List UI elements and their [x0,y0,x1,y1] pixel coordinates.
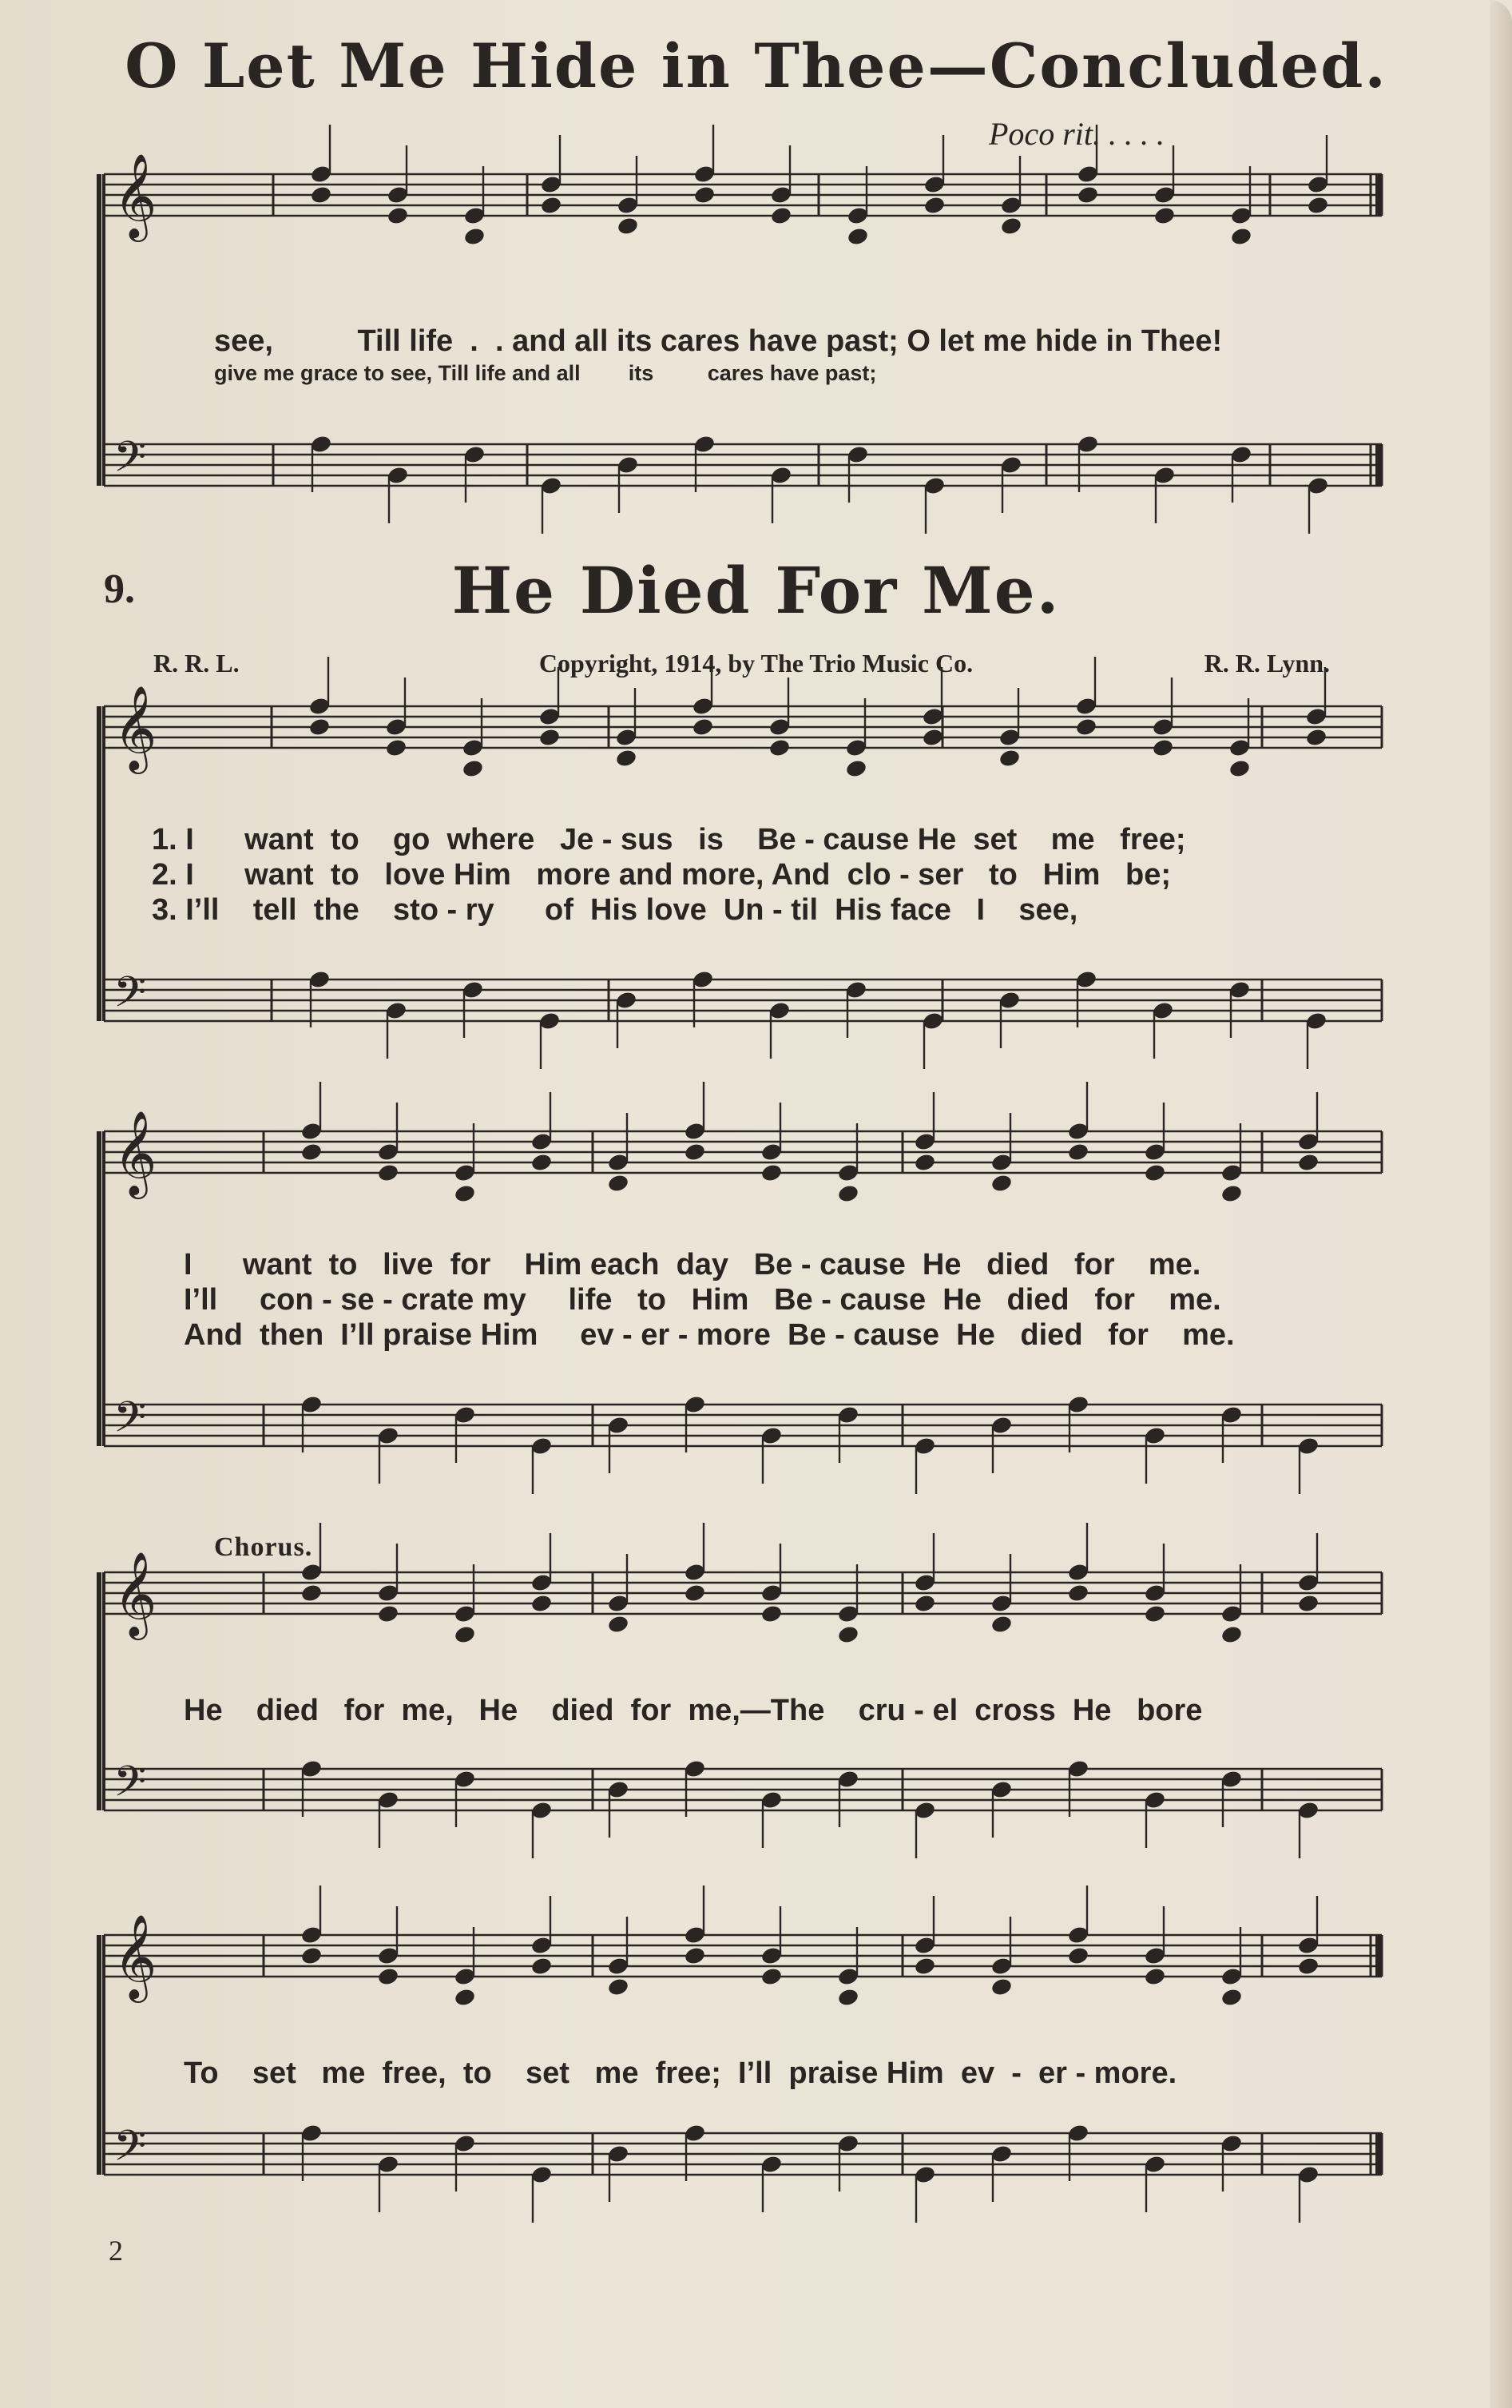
clef-icon: 𝄢 [113,2122,147,2181]
note-head [847,226,870,246]
page-number: 2 [109,2235,123,2267]
note-head [387,205,410,225]
note-head [768,737,792,757]
top-song-title: O Let Me Hide in Thee—Concluded. [125,30,1387,101]
note-head [845,758,868,778]
clef-icon: 𝄞 [113,1551,157,1636]
tempo-marking: Poco rit. . . . . [989,116,1165,152]
note-head [922,727,945,747]
top-lyric-line-2: give me grace to see, Till life and all its cares have past; [214,361,877,385]
note-head [607,1614,630,1634]
hymn-number: 9. [104,566,135,612]
verse-a-line-1: 1. I want to go where Je - sus is Be - cause He set me free; [152,823,1186,856]
clef-icon: 𝄢 [113,433,147,492]
chorus-label: Chorus. [214,1532,313,1562]
note-head [990,1614,1014,1634]
note-head [538,727,562,747]
note-head [530,1593,554,1613]
clef-icon: 𝄢 [113,968,147,1027]
note-head [454,1183,477,1203]
note-head [684,1142,707,1162]
note-head [1067,1142,1090,1162]
note-head [377,1603,400,1623]
clef-icon: 𝄞 [113,1913,157,1999]
note-head [990,1173,1014,1193]
note-head [1153,205,1177,225]
chorus-lyric-line-1: He died for me, He died for me,—The cru - el cross He bore [184,1694,1203,1727]
note-head [300,1142,323,1162]
note-head [300,1583,323,1603]
note-head [308,717,331,737]
note-head [1220,1624,1244,1644]
note-head [837,1183,860,1203]
note-head [1297,1152,1320,1172]
note-head [377,1162,400,1182]
note-head [837,1987,860,2007]
note-head [377,1966,400,1986]
clef-icon: 𝄞 [113,153,157,238]
note-head [1075,717,1098,737]
note-head [693,185,716,205]
note-head [1144,1162,1167,1182]
note-head [760,1603,784,1623]
note-head [1067,1583,1090,1603]
note-head [914,1593,937,1613]
note-head [310,185,333,205]
note-head [684,1583,707,1603]
note-head [540,195,563,215]
note-head [760,1162,784,1182]
verse-a-line-3: 3. I’ll tell the sto - ry of His love Un - til His face I see, [152,893,1078,927]
verse-b-line-3: And then I’ll praise Him ev - er - more Be - cause He died for me. [184,1318,1235,1352]
note-head [1077,185,1100,205]
note-head [1144,1603,1167,1623]
note-head [692,717,715,737]
top-lyric-line-1: see, Till life . . and all its cares have past; O let me hide in Thee! [214,324,1223,358]
lyricist-credit: R. R. L. [153,649,240,677]
copyright-notice: Copyright, 1914, by The Trio Music Co. [538,649,974,677]
note-head [454,1624,477,1644]
note-head [615,748,638,768]
chorus-lyric-line-2: To set me free, to set me free; I’ll praise Him ev - er - more. [184,2056,1177,2090]
hymn-title: He Died For Me. [451,553,1061,628]
note-head [684,1945,707,1965]
composer-credit: R. R. Lynn. [1204,649,1330,677]
note-head [760,1966,784,1986]
note-head [530,1956,554,1976]
note-head [530,1152,554,1172]
note-head [1297,1593,1320,1613]
clef-icon: 𝄢 [113,1393,147,1452]
clef-icon: 𝄞 [113,1110,157,1195]
note-head [1305,727,1328,747]
note-head [1297,1956,1320,1976]
note-head [914,1956,937,1976]
note-head [607,1173,630,1193]
note-head [1067,1945,1090,1965]
note-head [607,1977,630,1997]
note-head [1230,226,1253,246]
note-head [463,226,486,246]
note-head [914,1152,937,1172]
verse-a-line-2: 2. I want to love Him more and more, And clo - ser to Him be; [152,858,1172,892]
note-head [1220,1987,1244,2007]
note-head [1220,1183,1244,1203]
note-head [998,748,1022,768]
note-head [1228,758,1252,778]
note-head [462,758,485,778]
note-head [1307,195,1330,215]
clef-icon: 𝄢 [113,1758,147,1817]
clef-icon: 𝄞 [113,685,157,770]
note-head [990,1977,1014,1997]
note-head [837,1624,860,1644]
note-head [300,1945,323,1965]
verse-b-line-1: I want to live for Him each day Be - cause He died for me. [184,1248,1201,1281]
note-head [923,195,946,215]
note-head [770,205,793,225]
note-head [454,1987,477,2007]
note-head [1000,216,1023,236]
note-head [617,216,640,236]
note-head [1144,1966,1167,1986]
note-head [1152,737,1175,757]
note-head [385,737,408,757]
verse-b-line-2: I’ll con - se - crate my life to Him Be - cause He died for me. [184,1283,1221,1317]
